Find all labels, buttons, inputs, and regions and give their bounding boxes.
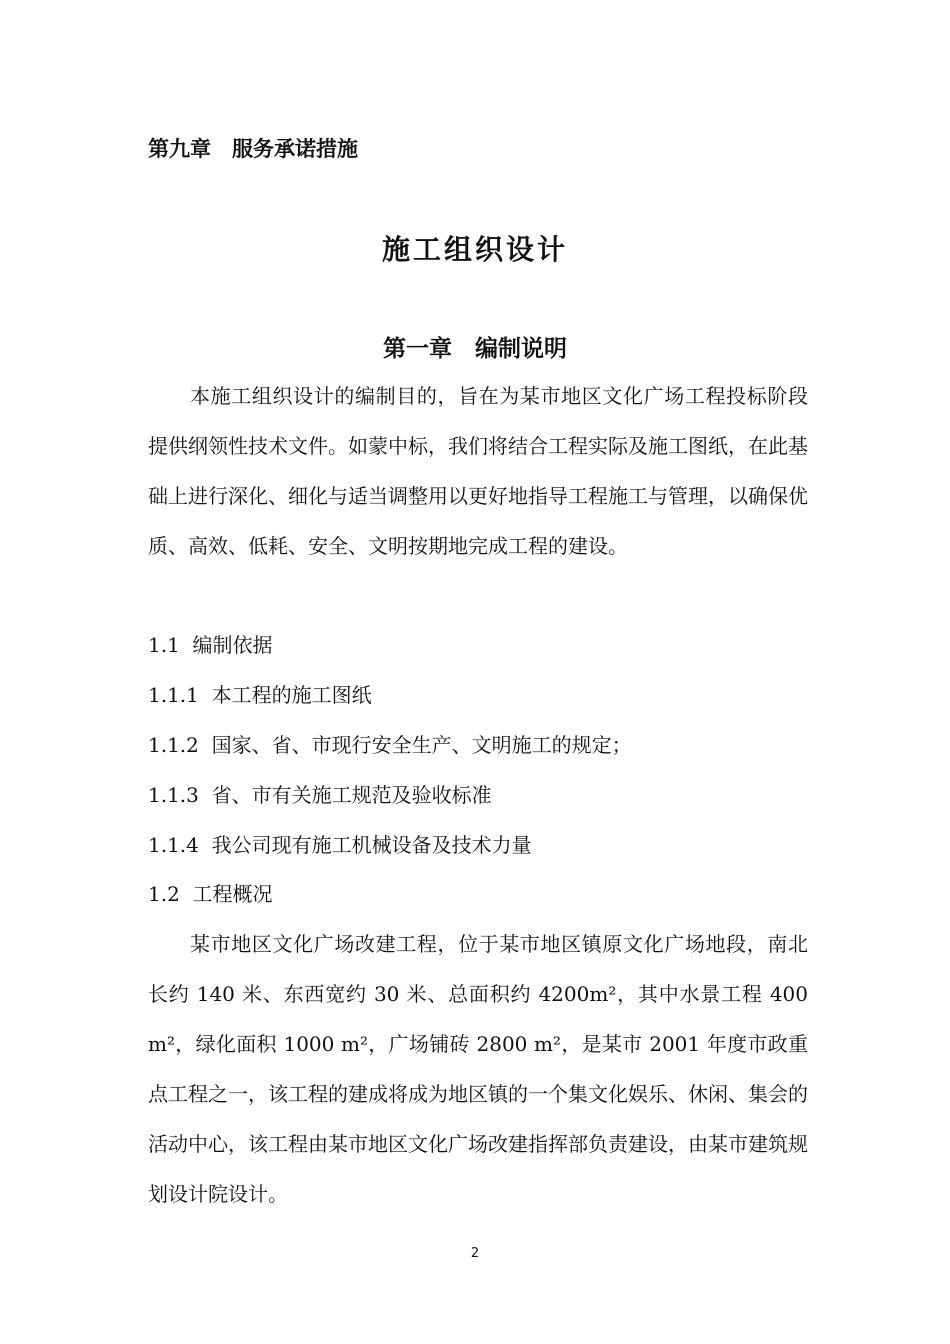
- list-item: 1.1.2 国家、省、市现行安全生产、文明施工的规定；: [148, 733, 632, 757]
- list-item: 1.1.3 省、市有关施工规范及验收标准: [148, 783, 492, 807]
- chapter-title: 第一章 编制说明: [383, 336, 567, 362]
- section-heading-1-2: 1.2 工程概况: [148, 882, 273, 906]
- list-item: 1.1.4 我公司现有施工机械设备及技术力量: [148, 833, 532, 857]
- list-item: 1.1.1 本工程的施工图纸: [148, 683, 372, 707]
- overview-paragraph: 某市地区文化广场改建工程，位于某市地区镇原文化广场地段，南北长约 140 米、东西宽约 30 米、总面积约 4200m²，其中水景工程 400 m²，绿化面积 1000 m²，广场铺砖 2800 m²，是某市 2001 年度市政重点工程之一，该工程的建成将成为地区镇的一个集文化娱乐、休闲、集会的活动中心，该工程由某市地区文化广场改建指挥部负责建设，由某市建筑规划设计院设计。: [148, 932, 808, 1206]
- section-heading-1-1: 1.1 编制依据: [148, 633, 273, 657]
- page-number: 2: [470, 1246, 480, 1261]
- intro-paragraph: 本施工组织设计的编制目的，旨在为某市地区文化广场工程投标阶段提供纲领性技术文件。如蒙中标，我们将结合工程实际及施工图纸，在此基础上进行深化、细化与适当调整用以更好地指导工程施工与管理，以确保优质、高效、低耗、安全、文明按期地完成工程的建设。: [148, 384, 808, 558]
- previous-chapter-heading: 第九章 服务承诺措施: [148, 137, 358, 161]
- document-title: 施工组织设计: [381, 233, 568, 266]
